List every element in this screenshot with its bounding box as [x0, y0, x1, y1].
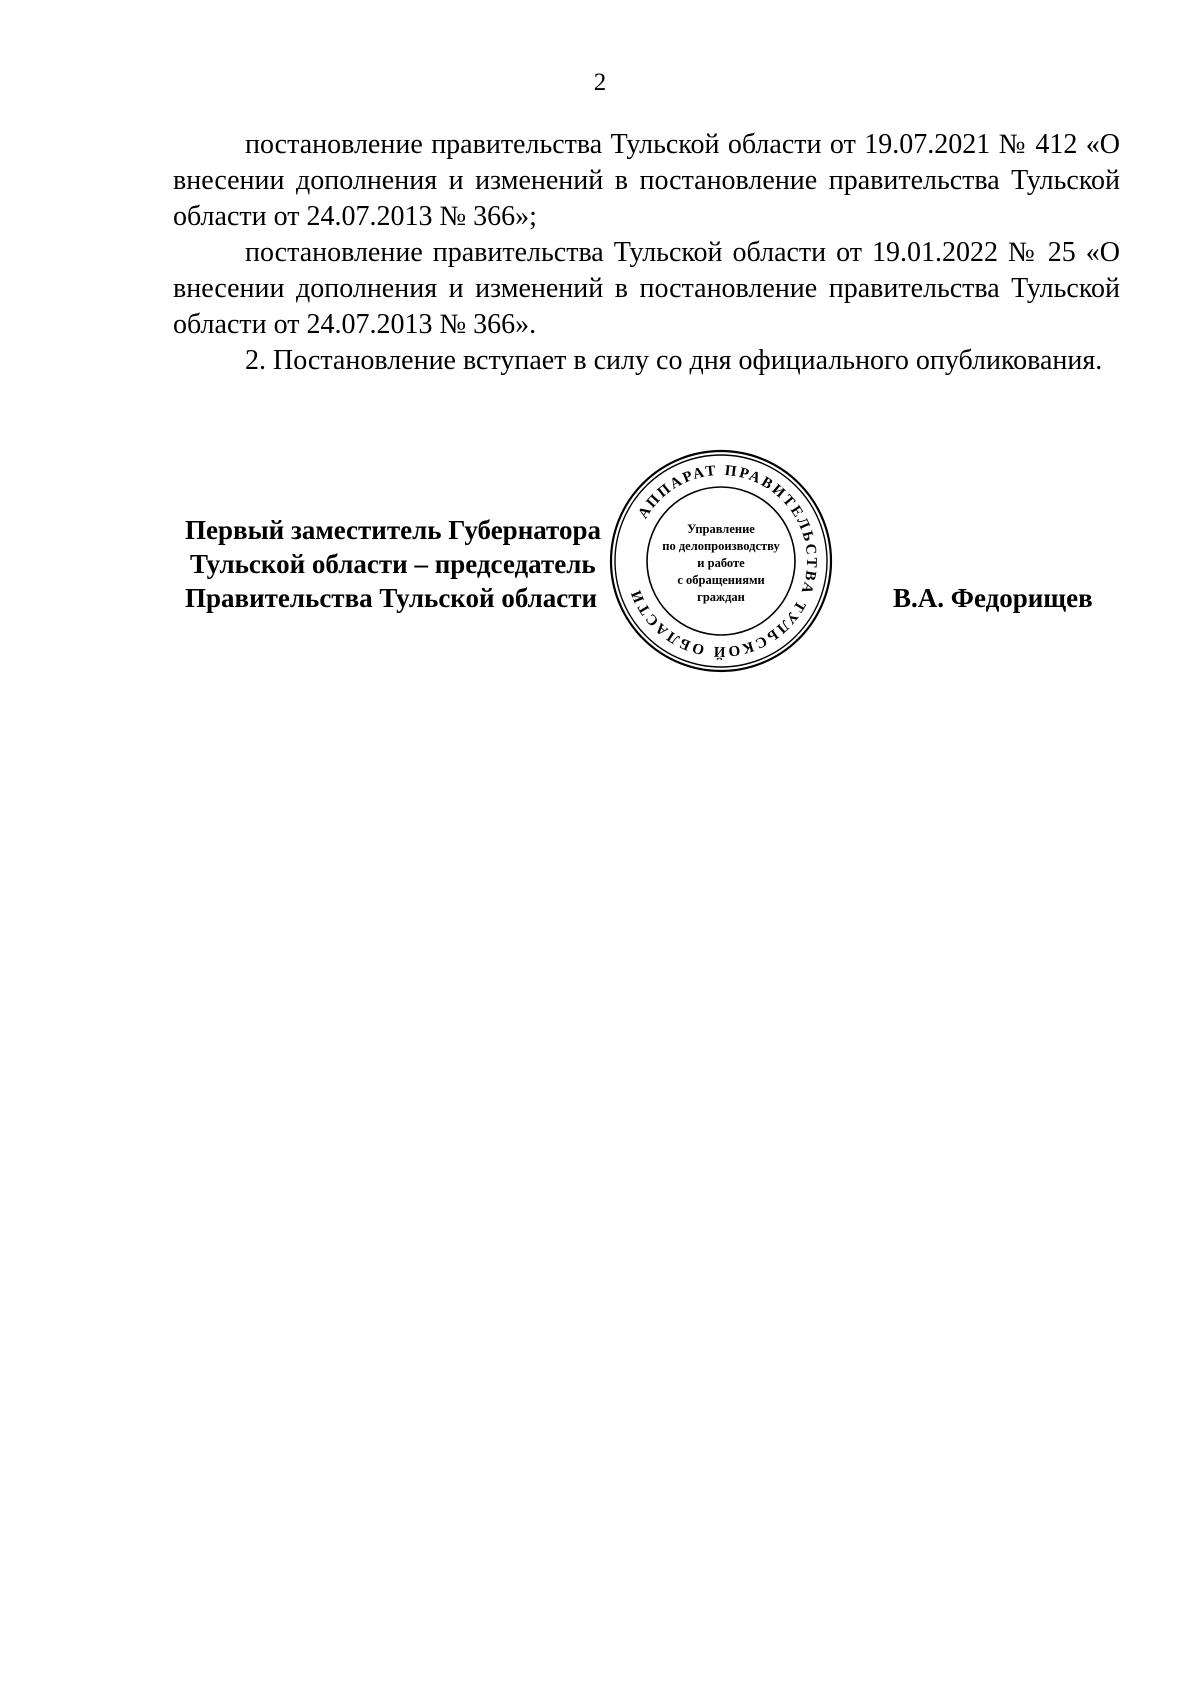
document-body: [173, 127, 1120, 379]
paragraph-resolution-25: постановление правительства Тульской области от 19.01.2022 № 25 «О внесении дополнения и изменений в постановление правительства Тульской области от 24.07.2013 № 366».: [173, 237, 1120, 340]
seal-center-line: граждан: [697, 590, 745, 604]
signatory-line: Правительства Тульской области: [185, 583, 598, 613]
paragraph-resolution-412: постановление правительства Тульской области от 19.07.2021 № 412 «О внесении дополнения и изменений в постановление правительства Тульской области от 24.07.2013 № 366»;: [173, 129, 1120, 232]
signatory-position: [185, 513, 601, 615]
seal-center-line: Управление: [687, 522, 755, 536]
signatory-line: Первый заместитель Губернатора: [185, 515, 601, 545]
signer-name: В.А. Федорищев: [893, 583, 1093, 613]
paragraph-effective-date: 2. Постановление вступает в силу со дня официального опубликования.: [245, 345, 1103, 376]
seal-center-line: по делопроизводству: [662, 539, 780, 553]
seal-ring-text: АППАРАТ ПРАВИТЕЛЬСТВА ТУЛЬСКОЙ ОБЛАСТИ: [627, 462, 820, 660]
official-seal-stamp: [608, 448, 834, 674]
seal-center-line: с обращениями: [677, 573, 765, 587]
seal-center-line: и работе: [697, 556, 745, 570]
signatory-line: Тульской области – председатель: [190, 549, 596, 579]
page-number: 2: [593, 69, 607, 96]
